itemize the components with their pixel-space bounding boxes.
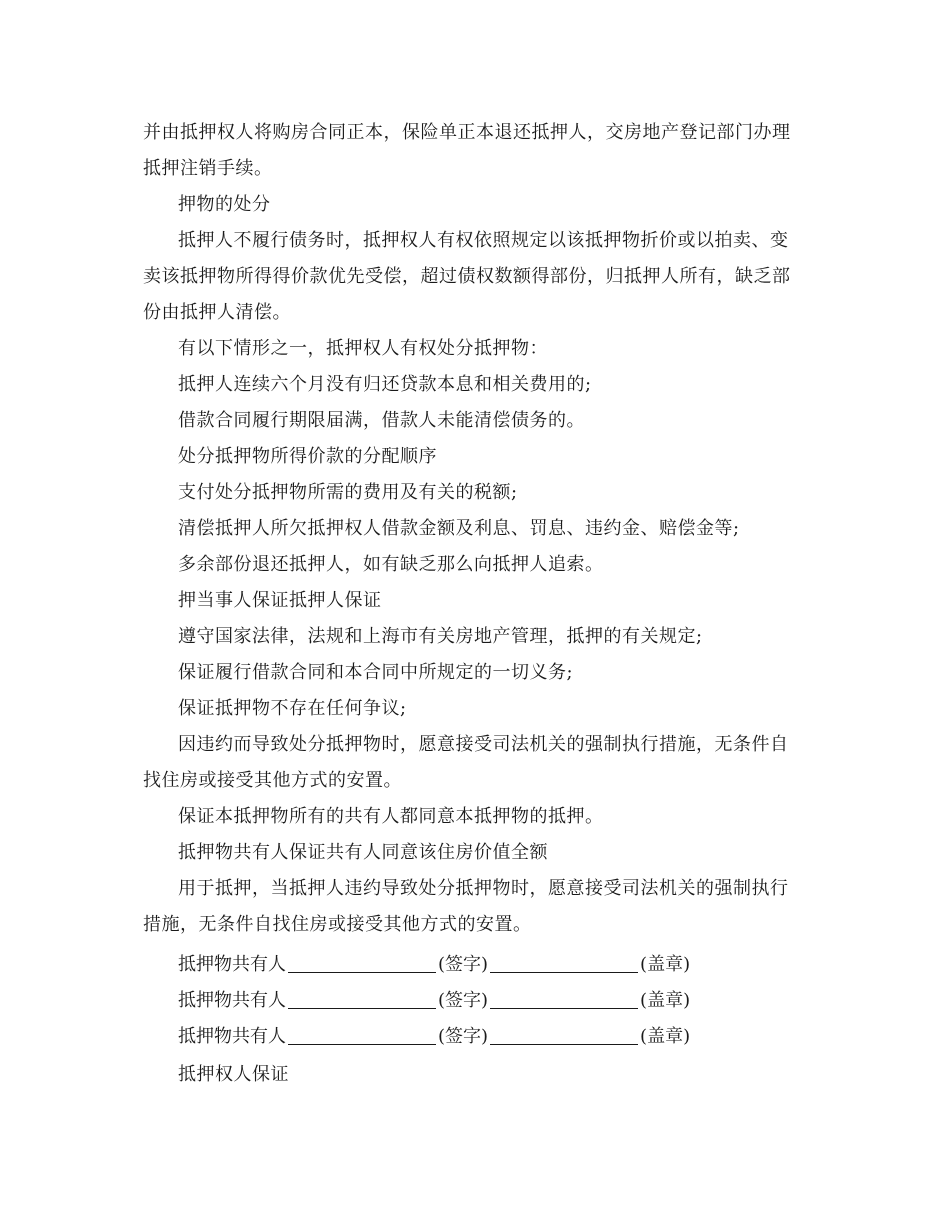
seal-label: (盖章) xyxy=(640,990,691,1011)
signature-blank[interactable] xyxy=(288,1026,436,1045)
list-item: 保证履行借款合同和本合同中所规定的一切义务; xyxy=(178,662,574,683)
sign-label: (签字) xyxy=(438,1026,489,1047)
section-heading: 抵押物共有人保证共有人同意该住房价值全额 xyxy=(178,842,548,863)
paragraph-line: 卖该抵押物所得得价款优先受偿，超过债权数额得部份，归抵押人所有，缺乏部 xyxy=(143,266,791,287)
paragraph-line: 因违约而导致处分抵押物时，愿意接受司法机关的强制执行措施，无条件自 xyxy=(178,734,789,755)
list-item: 多余部份退还抵押人，如有缺乏那么向抵押人追索。 xyxy=(178,554,604,575)
section-heading: 押当事人保证抵押人保证 xyxy=(178,590,382,611)
signature-blank[interactable] xyxy=(288,954,436,973)
seal-label: (盖章) xyxy=(640,1026,691,1047)
list-item: 清偿抵押人所欠抵押权人借款金额及利息、罚息、违约金、赔偿金等; xyxy=(178,518,740,539)
paragraph-line: 有以下情形之一，抵押权人有权处分抵押物： xyxy=(178,338,548,359)
signature-label: 抵押物共有人 xyxy=(178,954,286,975)
paragraph-line: 措施，无条件自找住房或接受其他方式的安置。 xyxy=(143,914,532,935)
paragraph-line: 抵押人不履行债务时，抵押权人有权依照规定以该抵押物折价或以拍卖、变 xyxy=(178,230,789,251)
section-heading: 处分抵押物所得价款的分配顺序 xyxy=(178,446,437,467)
sign-label: (签字) xyxy=(438,954,489,975)
seal-blank[interactable] xyxy=(490,954,638,973)
paragraph-line: 抵押注销手续。 xyxy=(143,158,273,179)
signature-row xyxy=(178,953,690,977)
list-item: 遵守国家法律，法规和上海市有关房地产管理，抵押的有关规定; xyxy=(178,626,703,647)
section-heading: 抵押权人保证 xyxy=(178,1064,289,1085)
signature-label: 抵押物共有人 xyxy=(178,990,286,1011)
seal-blank[interactable] xyxy=(490,990,638,1009)
signature-label: 抵押物共有人 xyxy=(178,1026,286,1047)
list-item: 保证抵押物不存在任何争议; xyxy=(178,698,407,719)
signature-blank[interactable] xyxy=(288,990,436,1009)
paragraph-line: 用于抵押，当抵押人违约导致处分抵押物时，愿意接受司法机关的强制执行 xyxy=(178,878,789,899)
signature-row xyxy=(178,1025,690,1049)
list-item: 抵押人连续六个月没有归还贷款本息和相关费用的; xyxy=(178,374,592,395)
list-item: 借款合同履行期限届满，借款人未能清偿债务的。 xyxy=(178,410,585,431)
signature-row xyxy=(178,989,690,1013)
sign-label: (签字) xyxy=(438,990,489,1011)
paragraph-line: 找住房或接受其他方式的安置。 xyxy=(143,770,402,791)
seal-label: (盖章) xyxy=(640,954,691,975)
list-item: 支付处分抵押物所需的费用及有关的税额; xyxy=(178,482,518,503)
section-heading: 押物的处分 xyxy=(178,194,271,215)
paragraph-line: 并由抵押权人将购房合同正本，保险单正本退还抵押人，交房地产登记部门办理 xyxy=(143,122,791,143)
paragraph-line: 份由抵押人清偿。 xyxy=(143,302,291,323)
seal-blank[interactable] xyxy=(490,1026,638,1045)
paragraph-line: 保证本抵押物所有的共有人都同意本抵押物的抵押。 xyxy=(178,806,604,827)
